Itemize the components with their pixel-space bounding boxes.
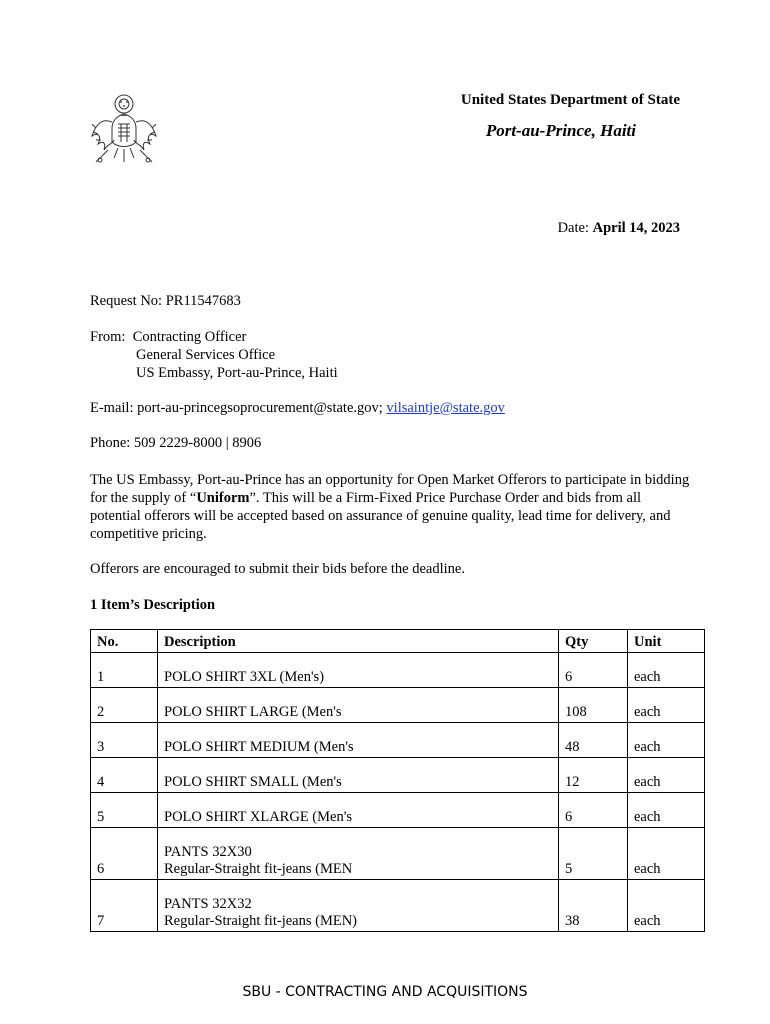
page-footer: SBU - CONTRACTING AND ACQUISITIONS [242,984,528,1000]
cell-description: POLO SHIRT LARGE (Men's [158,688,559,723]
table-row [91,880,705,932]
intro-text-b: ”. This will be a Firm-Fixed Price Purchase Order and bids from all potential offerors will be accepted based on assurance of genuine quality, lead time for delivery, and competitive pricing. [90,490,671,542]
header-no: No. [91,630,158,653]
cell-unit: each [628,688,705,723]
cell-description [158,880,559,932]
table-row [91,828,705,880]
email-prefix: E-mail: port-au-princegsoprocurement@state.gov; [90,400,387,416]
table-row [91,793,705,828]
cell-description-line-1: PANTS 32X30 [164,844,252,860]
cell-unit: each [628,793,705,828]
cell-qty: 6 [559,653,628,688]
date-label: Date: [557,220,593,236]
table-row [91,723,705,758]
cell-qty: 108 [559,688,628,723]
cell-qty: 5 [559,828,628,880]
organization-name: United States Department of State [460,92,680,108]
header-unit: Unit [628,630,705,653]
email-line [90,399,505,417]
date-line [558,220,680,237]
cell-unit: each [628,758,705,793]
cell-no: 2 [91,688,158,723]
cell-no: 3 [91,723,158,758]
from-line-2: General Services Office [136,347,276,363]
date-value: April 14, 2023 [592,220,680,236]
table-row [91,758,705,793]
cell-description: POLO SHIRT MEDIUM (Men's [158,723,559,758]
cell-description: POLO SHIRT 3XL (Men's) [158,653,559,688]
from-line-3: US Embassy, Port-au-Prince, Haiti [136,365,338,381]
cell-description-line-1: PANTS 32X32 [164,896,252,912]
email-link[interactable]: vilsaintje@state.gov [386,400,505,416]
location-name: Port-au-Prince, Haiti [485,121,636,140]
intro-paragraph [90,471,690,543]
great-seal-eagle-icon [88,92,160,168]
cell-no: 4 [91,758,158,793]
intro-text-a: The US Embassy, Port-au-Prince has an opportunity for Open Market Offerors to participate in bidding for the supply of “ [90,472,690,506]
cell-description-line-2: Regular-Straight fit-jeans (MEN) [164,913,357,929]
cell-description: POLO SHIRT SMALL (Men's [158,758,559,793]
cell-qty: 6 [559,793,628,828]
phone-line: Phone: 509 2229-8000 | 8906 [90,435,262,451]
cell-unit: each [628,653,705,688]
from-line-1: Contracting Officer [132,329,247,345]
cell-qty: 48 [559,723,628,758]
cell-no: 1 [91,653,158,688]
cell-qty: 12 [559,758,628,793]
items-table [90,629,705,932]
intro-bold-uniform: Uniform [196,490,250,506]
cell-description [158,828,559,880]
cell-no: 7 [91,880,158,932]
cell-unit: each [628,723,705,758]
deadline-paragraph: Offerors are encouraged to submit their bids before the deadline. [90,561,465,577]
cell-description-line-2: Regular-Straight fit-jeans (MEN [164,861,353,877]
cell-unit: each [628,880,705,932]
from-label: From: [90,329,126,345]
table-row [91,688,705,723]
table-row [91,653,705,688]
cell-no: 5 [91,793,158,828]
cell-qty: 38 [559,880,628,932]
section-title: 1 Item’s Description [90,597,216,613]
cell-unit: each [628,828,705,880]
table-header-row [91,630,705,653]
cell-no: 6 [91,828,158,880]
header-description: Description [158,630,559,653]
from-block [90,328,338,382]
header-qty: Qty [559,630,628,653]
cell-description: POLO SHIRT XLARGE (Men's [158,793,559,828]
request-number: Request No: PR11547683 [90,293,241,309]
